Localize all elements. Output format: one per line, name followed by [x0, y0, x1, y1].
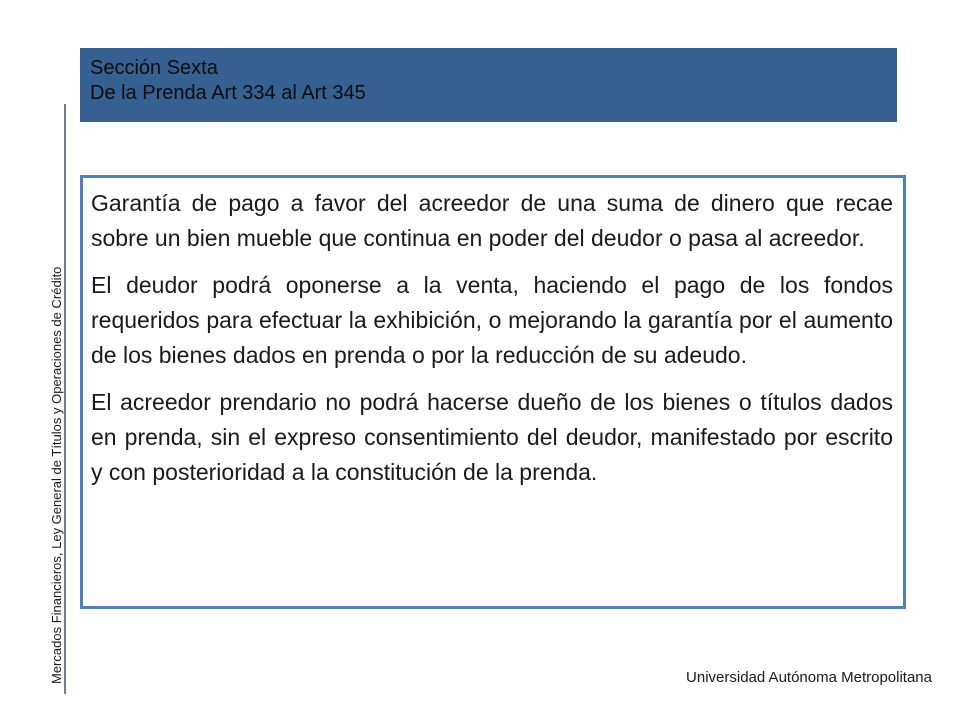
paragraph-definition: Garantía de pago a favor del acreedor de una suma de dinero que recae sobre un bien mueble que continua en poder del deudor o pasa al acreedor. [91, 190, 893, 251]
footer-institution: Universidad Autónoma Metropolitana [686, 669, 932, 686]
title-bar [80, 48, 897, 122]
paragraph-debtor-opposition: El deudor podrá oponerse a la venta, haciendo el pago de los fondos requeridos para efectuar la exhibición, o mejorando la garantía por el aumento de los bienes dados en prenda o por la reducción de su adeudo. [91, 272, 893, 368]
section-subtitle: De la Prenda Art 334 al Art 345 [90, 82, 366, 104]
side-course-label: Mercados Financieros, Ley General de Títulos y Operaciones de Crédito [49, 266, 64, 684]
section-title: Sección Sexta [90, 57, 218, 79]
paragraph-creditor-restriction: El acreedor prendario no podrá hacerse dueño de los bienes o títulos dados en prenda, sin el expreso consentimiento del deudor, manifestado por escrito y con posterioridad a la constitución de la prenda. [91, 389, 893, 485]
content-box [80, 175, 906, 609]
